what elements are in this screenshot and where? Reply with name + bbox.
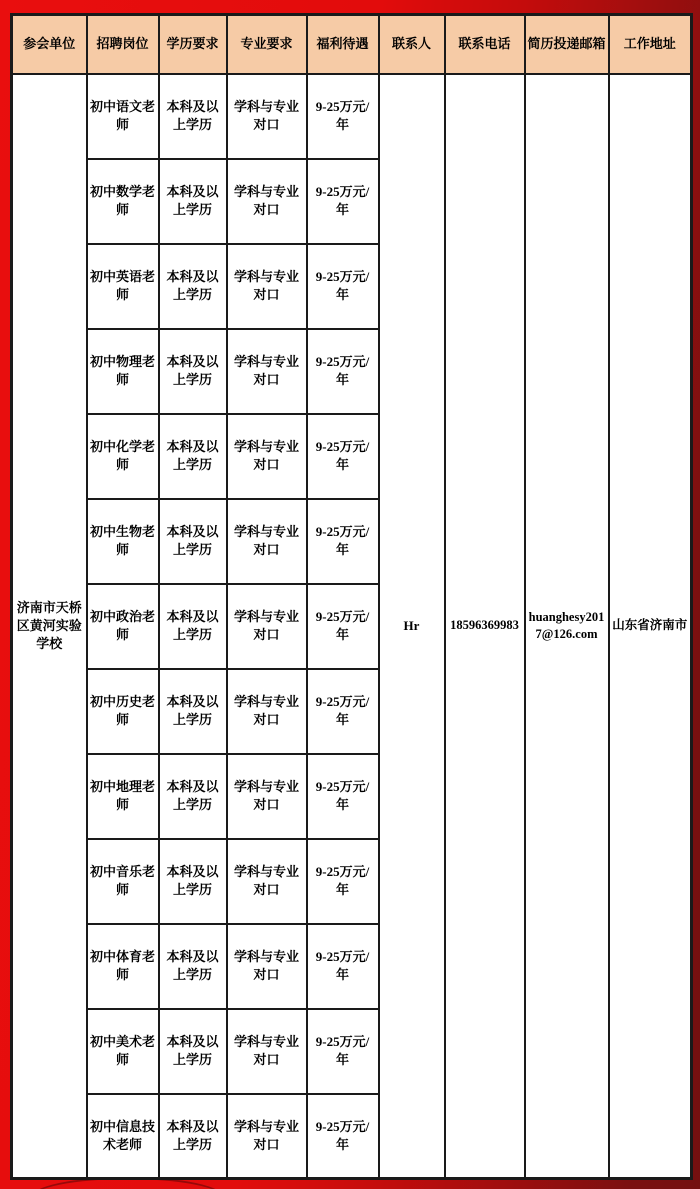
position-cell: 初中物理老师 — [87, 329, 159, 414]
contact-phone-cell: 18596369983 — [445, 74, 525, 1179]
position-cell: 初中美术老师 — [87, 1009, 159, 1094]
major-cell: 学科与专业对口 — [227, 74, 307, 159]
major-cell: 学科与专业对口 — [227, 159, 307, 244]
salary-cell: 9-25万元/年 — [307, 584, 379, 669]
contact-email-cell: huanghesy2017@126.com — [525, 74, 609, 1179]
education-cell: 本科及以上学历 — [159, 924, 227, 1009]
major-cell: 学科与专业对口 — [227, 584, 307, 669]
header-work-address: 工作地址 — [609, 15, 692, 74]
contact-person-cell: Hr — [379, 74, 445, 1179]
recruitment-table-container — [10, 13, 690, 1178]
major-cell: 学科与专业对口 — [227, 499, 307, 584]
major-cell: 学科与专业对口 — [227, 1094, 307, 1179]
work-address-cell: 山东省济南市 — [609, 74, 692, 1179]
position-cell: 初中生物老师 — [87, 499, 159, 584]
position-cell: 初中地理老师 — [87, 754, 159, 839]
position-cell: 初中历史老师 — [87, 669, 159, 754]
position-cell: 初中化学老师 — [87, 414, 159, 499]
position-cell: 初中语文老师 — [87, 74, 159, 159]
position-cell: 初中信息技术老师 — [87, 1094, 159, 1179]
salary-cell: 9-25万元/年 — [307, 499, 379, 584]
header-contact-phone: 联系电话 — [445, 15, 525, 74]
major-cell: 学科与专业对口 — [227, 754, 307, 839]
education-cell: 本科及以上学历 — [159, 839, 227, 924]
salary-cell: 9-25万元/年 — [307, 1009, 379, 1094]
salary-cell: 9-25万元/年 — [307, 159, 379, 244]
education-cell: 本科及以上学历 — [159, 584, 227, 669]
header-major: 专业要求 — [227, 15, 307, 74]
salary-cell: 9-25万元/年 — [307, 924, 379, 1009]
major-cell: 学科与专业对口 — [227, 244, 307, 329]
education-cell: 本科及以上学历 — [159, 244, 227, 329]
major-cell: 学科与专业对口 — [227, 669, 307, 754]
salary-cell: 9-25万元/年 — [307, 414, 379, 499]
education-cell: 本科及以上学历 — [159, 329, 227, 414]
position-cell: 初中政治老师 — [87, 584, 159, 669]
salary-cell: 9-25万元/年 — [307, 839, 379, 924]
salary-cell: 9-25万元/年 — [307, 74, 379, 159]
salary-cell: 9-25万元/年 — [307, 329, 379, 414]
salary-cell: 9-25万元/年 — [307, 244, 379, 329]
header-benefits: 福利待遇 — [307, 15, 379, 74]
education-cell: 本科及以上学历 — [159, 1009, 227, 1094]
header-row — [12, 15, 692, 74]
position-cell: 初中体育老师 — [87, 924, 159, 1009]
salary-cell: 9-25万元/年 — [307, 669, 379, 754]
position-cell: 初中音乐老师 — [87, 839, 159, 924]
education-cell: 本科及以上学历 — [159, 754, 227, 839]
table-row — [12, 74, 692, 159]
major-cell: 学科与专业对口 — [227, 924, 307, 1009]
major-cell: 学科与专业对口 — [227, 839, 307, 924]
education-cell: 本科及以上学历 — [159, 414, 227, 499]
major-cell: 学科与专业对口 — [227, 329, 307, 414]
header-contact-person: 联系人 — [379, 15, 445, 74]
education-cell: 本科及以上学历 — [159, 669, 227, 754]
position-cell: 初中英语老师 — [87, 244, 159, 329]
header-education: 学历要求 — [159, 15, 227, 74]
unit-cell: 济南市天桥区黄河实验学校 — [12, 74, 87, 1179]
education-cell: 本科及以上学历 — [159, 499, 227, 584]
major-cell: 学科与专业对口 — [227, 1009, 307, 1094]
header-position: 招聘岗位 — [87, 15, 159, 74]
salary-cell: 9-25万元/年 — [307, 1094, 379, 1179]
position-cell: 初中数学老师 — [87, 159, 159, 244]
recruitment-table — [10, 13, 693, 1180]
header-resume-email: 简历投递邮箱 — [525, 15, 609, 74]
education-cell: 本科及以上学历 — [159, 1094, 227, 1179]
major-cell: 学科与专业对口 — [227, 414, 307, 499]
header-unit: 参会单位 — [12, 15, 87, 74]
salary-cell: 9-25万元/年 — [307, 754, 379, 839]
education-cell: 本科及以上学历 — [159, 159, 227, 244]
education-cell: 本科及以上学历 — [159, 74, 227, 159]
